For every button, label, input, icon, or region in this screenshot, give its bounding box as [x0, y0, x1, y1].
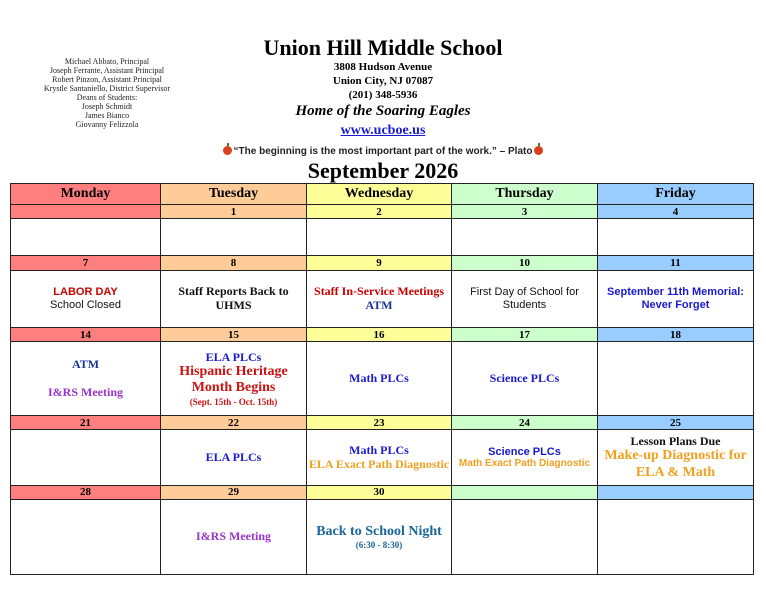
date-number: 10: [452, 256, 598, 270]
staff-line: Giovanny Felizzola: [75, 120, 139, 129]
date-number: 11: [598, 256, 754, 270]
day-cell[interactable]: [452, 500, 598, 575]
weekday-header-thursday: Thursday: [452, 184, 598, 205]
event-text: Back to School Night: [316, 523, 442, 539]
staff-line: Joseph Schmidt: [81, 102, 133, 111]
date-number: 4: [598, 205, 754, 219]
day-cell[interactable]: [452, 270, 598, 327]
events-row: [11, 219, 754, 256]
event-text: Hispanic Heritage Month Begins: [179, 364, 288, 396]
address-street: 3808 Hudson Avenue: [333, 61, 433, 73]
date-number: [452, 485, 598, 499]
day-cell[interactable]: [11, 270, 161, 327]
day-cell[interactable]: [452, 219, 598, 256]
weekday-header-row: [11, 184, 754, 205]
event-text: (Sept. 15th - Oct. 15th): [189, 396, 278, 407]
event-text: School Closed: [50, 298, 121, 311]
staff-line: Krystle Santaniello, District Supervisor: [43, 84, 171, 93]
event-text: ATM: [365, 297, 393, 312]
event-text: Science PLCs: [488, 445, 561, 458]
date-number: 24: [452, 416, 598, 430]
day-cell[interactable]: [161, 500, 307, 575]
day-cell[interactable]: [598, 270, 754, 327]
staff-line: Robert Pinzon, Assistant Principal: [52, 75, 162, 84]
events-row: [11, 270, 754, 327]
event-text: September 11th Memorial: Never Forget: [607, 286, 744, 311]
weekday-header-tuesday: Tuesday: [161, 184, 307, 205]
date-row: [11, 416, 754, 430]
event-text: ELA PLCs: [205, 349, 262, 364]
event-text: Staff Reports Back to UHMS: [178, 283, 289, 312]
event-text: I&RS Meeting: [48, 384, 123, 399]
apple-icon: [534, 146, 543, 155]
school-name: Union Hill Middle School: [263, 35, 503, 60]
date-row: [11, 205, 754, 219]
quote-line: [0, 146, 766, 157]
event-text: Lesson Plans Due: [630, 433, 721, 448]
day-cell[interactable]: [11, 342, 161, 416]
event-text: Make-up Diagnostic for ELA & Math: [604, 448, 747, 480]
date-number: 30: [307, 485, 452, 499]
date-number: 16: [307, 327, 452, 341]
day-cell[interactable]: [161, 430, 307, 485]
date-number: 3: [452, 205, 598, 219]
date-number: 18: [598, 327, 754, 341]
day-cell[interactable]: [307, 342, 452, 416]
day-cell[interactable]: [598, 219, 754, 256]
day-cell[interactable]: [307, 219, 452, 256]
events-row: [11, 430, 754, 485]
event-text: LABOR DAY: [53, 286, 118, 299]
date-number: 15: [161, 327, 307, 341]
weekday-header-wednesday: Wednesday: [307, 184, 452, 205]
event-text: (6:30 - 8:30): [355, 539, 403, 550]
date-number: 21: [11, 416, 161, 430]
event-text: Math PLCs: [349, 442, 409, 457]
staff-line: Joseph Ferrante, Assistant Principal: [49, 66, 165, 75]
event-text: I&RS Meeting: [196, 529, 271, 544]
date-row: [11, 327, 754, 341]
day-cell[interactable]: [598, 430, 754, 485]
day-cell[interactable]: [307, 500, 452, 575]
day-cell[interactable]: [161, 219, 307, 256]
event-text: Staff In-Service Meetings: [314, 283, 444, 298]
event-text: Science PLCs: [489, 370, 560, 385]
staff-line: Deans of Students:: [76, 93, 138, 102]
phone-number: (201) 348-5936: [348, 89, 418, 101]
day-cell[interactable]: [307, 430, 452, 485]
staff-line: James Bianco: [84, 111, 130, 120]
date-number: 7: [11, 256, 161, 270]
day-cell[interactable]: [11, 219, 161, 256]
event-text: First Day of School for Students: [470, 286, 579, 311]
day-cell[interactable]: [161, 270, 307, 327]
day-cell[interactable]: [161, 342, 307, 416]
date-number: 22: [161, 416, 307, 430]
date-row: [11, 485, 754, 499]
calendar-grid: [10, 183, 754, 575]
date-number: 17: [452, 327, 598, 341]
weekday-header-monday: Monday: [11, 184, 161, 205]
day-cell[interactable]: [11, 500, 161, 575]
event-text: ATM: [71, 356, 100, 371]
quote-text: “The beginning is the most important part of the work.” – Plato: [233, 146, 533, 157]
event-text: ELA Exact Path Diagnostic: [308, 456, 450, 471]
date-number: 28: [11, 485, 161, 499]
date-number: 29: [161, 485, 307, 499]
school-motto: Home of the Soaring Eagles: [295, 103, 471, 119]
weekday-header-friday: Friday: [598, 184, 754, 205]
event-text: Math PLCs: [349, 370, 409, 385]
events-row: [11, 500, 754, 575]
day-cell[interactable]: [598, 500, 754, 575]
date-number: 2: [307, 205, 452, 219]
address-city: Union City, NJ 07087: [332, 75, 434, 87]
staff-line: Michael Abbato, Principal: [64, 57, 150, 66]
date-number: [598, 485, 754, 499]
day-cell[interactable]: [452, 342, 598, 416]
day-cell[interactable]: [452, 430, 598, 485]
date-number: 25: [598, 416, 754, 430]
event-text: ELA PLCs: [205, 449, 262, 464]
date-number: 8: [161, 256, 307, 270]
day-cell[interactable]: [598, 342, 754, 416]
apple-icon: [223, 146, 232, 155]
month-title: September 2026: [307, 158, 459, 183]
website-link[interactable]: www.ucboe.us: [340, 123, 426, 138]
date-row: [11, 256, 754, 270]
date-number: 1: [161, 205, 307, 219]
date-number: 9: [307, 256, 452, 270]
events-row: [11, 342, 754, 416]
date-number: 14: [11, 327, 161, 341]
date-number: [11, 205, 161, 219]
date-number: 23: [307, 416, 452, 430]
day-cell[interactable]: [307, 270, 452, 327]
day-cell[interactable]: [11, 430, 161, 485]
event-text: Math Exact Path Diagnostic: [458, 458, 591, 470]
